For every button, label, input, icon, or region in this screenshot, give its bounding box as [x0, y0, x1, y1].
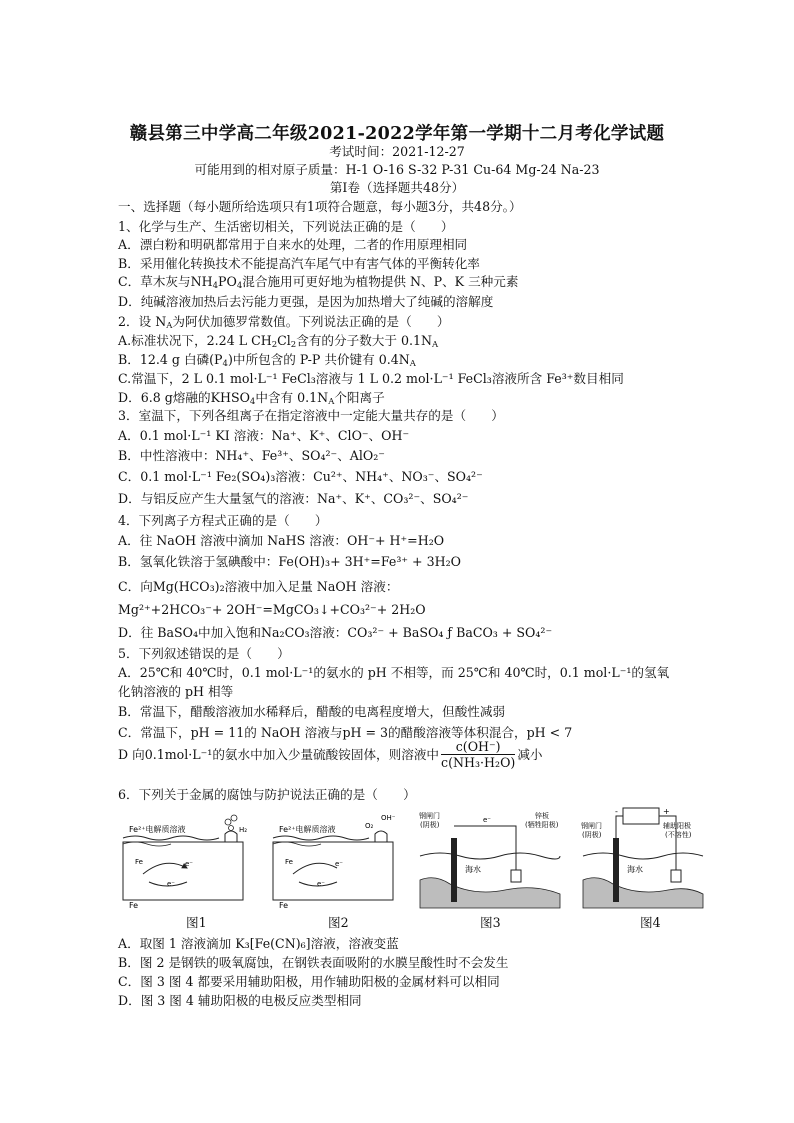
q2-d-part2: 中含有 0.1N [255, 390, 329, 405]
q5-d-text: D 向0.1mol·L⁻¹的氨水中加入少量硫酸铵固体，则溶液中 [118, 747, 440, 762]
q5-d-denominator: c(NH₃·H₂O) [441, 755, 516, 770]
fig1-h2-label: H₂ [239, 826, 248, 834]
atomic-masses: 可能用到的相对原子质量：H-1 O-16 S-32 P-31 Cu-64 Mg-24 Na-23 [194, 162, 600, 177]
fig4-sea-label: 海水 [627, 865, 643, 874]
part-title: 第Ⅰ卷（选择题共48分） [329, 180, 465, 195]
fig1-fe-label: Fe [129, 901, 139, 910]
q1-option-a: A．漂白粉和明矾都常用于自来水的处理，二者的作用原理相同 [118, 237, 468, 252]
fig2-caption: 图2 [328, 915, 349, 930]
fig2-fe-label-small: Fe [285, 858, 293, 866]
q4-option-b: B．氢氧化铁溶于氢碘酸中：Fe(OH)₃+ 3H⁺=Fe³⁺ + 3H₂O [118, 554, 461, 569]
q2-b-part2: )中所包含的 P-P 共价键有 0.4N [227, 352, 410, 367]
q3-option-c: C．0.1 mol·L⁻¹ Fe₂(SO₄)₃溶液：Cu²⁺、NH₄⁺、NO₃⁻、SO₄²⁻ [118, 469, 483, 484]
q5-option-d [118, 739, 543, 770]
q4-stem: 4．下列离子方程式正确的是（ ） [118, 513, 328, 528]
fig1-fe-label-small: Fe [135, 858, 143, 866]
fig3-gate-label-2: (阴极) [420, 821, 440, 829]
fig4-minus-label: - [615, 807, 618, 816]
fig2-electron-label: e⁻ [335, 860, 344, 868]
q2-a-part2: Cl [277, 333, 291, 348]
q6-option-c: C．图 3 图 4 都要采用辅助阳极，用作辅助阳极的金属材料可以相同 [118, 974, 500, 989]
fig4-plus-label: + [663, 807, 670, 816]
fig2-electron-label-2: e⁻ [317, 880, 326, 888]
section-intro: 一、选择题（每小题所给选项只有1项符合题意，每小题3分，共48分。） [118, 199, 522, 214]
q4-option-c-equation: Mg²⁺+2HCO₃⁻+ 2OH⁻=MgCO₃↓+CO₃²⁻+ 2H₂O [118, 602, 426, 617]
q2-option-c: C.常温下，2 L 0.1 mol·L⁻¹ FeCl₃溶液与 1 L 0.2 mol·L⁻¹ FeCl₃溶液所含 Fe³⁺数目相同 [118, 371, 624, 386]
q2-a-part3: 含有的分子数大于 0.1N [296, 333, 433, 348]
q6-option-b: B．图 2 是钢铁的吸氧腐蚀，在钢铁表面吸附的水膜呈酸性时不会发生 [118, 955, 509, 970]
q3-option-a: A．0.1 mol·L⁻¹ KI 溶液：Na⁺、K⁺、ClO⁻、OH⁻ [118, 428, 410, 443]
q2-a-part1: A.标准状况下，2.24 L CH [118, 333, 272, 348]
q3-option-d: D．与铝反应产生大量氢气的溶液：Na⁺、K⁺、CO₃²⁻、SO₄²⁻ [118, 491, 469, 506]
q2-b-part1: B．12.4 g 白磷(P [118, 352, 223, 367]
q5-option-c: C．常温下，pH = 11的 NaOH 溶液与pH = 3的醋酸溶液等体积混合，pH < 7 [118, 725, 573, 740]
fig1-electron-label: e⁻ [185, 860, 194, 868]
fig3-sea-label: 海水 [465, 865, 481, 874]
q2-stem-part1: 2．设 N [118, 314, 167, 329]
q2-stem-part2: 为阿伏加德罗常数值。下列说法正确的是（ ） [172, 314, 450, 329]
exam-title: 赣县第三中学高二年级2021-2022学年第一学期十二月考化学试题 [129, 124, 665, 144]
q5-stem: 5．下列叙述错误的是（ ） [118, 646, 290, 661]
q5-option-a-cont: 化钠溶液的 pH 相等 [118, 684, 234, 699]
q3-stem: 3．室温下，下列各组离子在指定溶液中一定能大量共存的是（ ） [118, 408, 504, 423]
q2-stem: 2．设 $N_A$为阿伏加德罗常数值。下列说法正确的是（ ） [118, 314, 450, 331]
q5-d-end: 减小 [517, 747, 543, 762]
q5-option-a: A．25℃和 40℃时，0.1 mol·L⁻¹的氨水的 pH 不相等，而 25℃和 40℃时，0.1 mol·L⁻¹的氢氧 [118, 665, 670, 680]
fig2-fe-label: Fe [279, 901, 289, 910]
q1-option-b: B．采用催化转换技术不能提高汽车尾气中有害气体的平衡转化率 [118, 256, 480, 271]
q4-option-a: A．往 NaOH 溶液中滴加 NaHS 溶液：OH⁻+ H⁺=H₂O [118, 533, 445, 548]
q2-option-a: A.标准状况下，2.24 L $CH_2Cl_2$含有的分子数大于 $0.1N_A$ [118, 333, 439, 350]
fig2-o2-label: O₂ [365, 822, 374, 830]
figure-3-diagram [419, 811, 560, 908]
q1-c-part1: C．草木灰与NH [118, 274, 213, 289]
q2-d-part1: D．6.8 g熔融的KHSO [118, 390, 250, 405]
exam-time: 考试时间：2021-12-27 [329, 144, 465, 159]
q4-option-c: C．向Mg(HCO₃)₂溶液中加入足量 NaOH 溶液： [118, 579, 399, 594]
q6-option-d: D．图 3 图 4 辅助阳极的电极反应类型相同 [118, 993, 362, 1008]
fig4-anode-label-1: 辅助阳极 [663, 822, 691, 830]
q1-stem: 1、化学与生产、生活密切相关，下列说法正确的是（ ） [118, 219, 454, 234]
q4-option-d: D．往 BaSO₄中加入饱和Na₂CO₃溶液：CO₃²⁻ + BaSO₄ ƒ BaCO₃ + SO₄²⁻ [118, 625, 553, 640]
fig4-caption: 图4 [640, 915, 661, 930]
fig3-electron-label: e⁻ [483, 816, 492, 824]
q6-figures [115, 804, 705, 932]
fig2-solution-label: Fe²⁺电解质溶液 [279, 825, 336, 834]
q3-option-b: B．中性溶液中：NH₄⁺、Fe³⁺、SO₄²⁻、AlO₂⁻ [118, 448, 385, 463]
figure-4-diagram [581, 807, 703, 908]
q2-d-part3: 个阳离子 [334, 390, 385, 405]
q2-option-d: D．6.8 g熔融的$KHSO_4$中含有 $0.1N_A$个阳离子 [118, 390, 385, 407]
fig3-caption: 图3 [480, 915, 501, 930]
figure-1-diagram [123, 815, 247, 910]
q6-stem: 6．下列关于金属的腐蚀与防护说法正确的是（ ） [118, 787, 416, 802]
fig4-gate-label-1: 钢闸门 [581, 822, 602, 830]
q1-c-part2: PO [218, 274, 237, 289]
fig4-anode-label-2: (不溶性) [665, 831, 692, 839]
q5-d-fraction [441, 739, 515, 770]
q1-option-c: C．草木灰与$NH_4PO_4$混合施用可更好地为植物提供 N、P、K 三种元素 [118, 274, 519, 291]
q1-c-part3: 混合施用可更好地为植物提供 N、P、K 三种元素 [242, 274, 519, 289]
q5-option-b: B．常温下，醋酸溶液加水稀释后，醋酸的电离程度增大，但酸性减弱 [118, 704, 506, 719]
q6-option-a: A．取图 1 溶液滴加 K₃[Fe(CN)₆]溶液，溶液变蓝 [118, 936, 399, 951]
q5-d-numerator: c(OH⁻) [441, 739, 515, 755]
figure-2-diagram [273, 814, 396, 910]
fig4-gate-label-2: (阴极) [582, 831, 602, 839]
fig2-oh-label: OH⁻ [381, 814, 396, 822]
q1-option-d: D．纯碱溶液加热后去污能力更强，是因为加热增大了纯碱的溶解度 [118, 294, 494, 309]
q2-option-b: B．12.4 g 白磷$(P_4)$中所包含的 P-P 共价键有 $0.4N_A$ [118, 352, 416, 369]
fig3-gate-label-1: 钢闸门 [419, 812, 440, 820]
fig3-zinc-label-2: (牺牲阳极) [525, 821, 559, 829]
fig3-zinc-label-1: 锌板 [535, 812, 549, 820]
fig1-caption: 图1 [186, 915, 207, 930]
fig1-electron-label-2: e⁻ [167, 880, 176, 888]
fig1-solution-label: Fe²⁺电解质溶液 [129, 825, 186, 834]
